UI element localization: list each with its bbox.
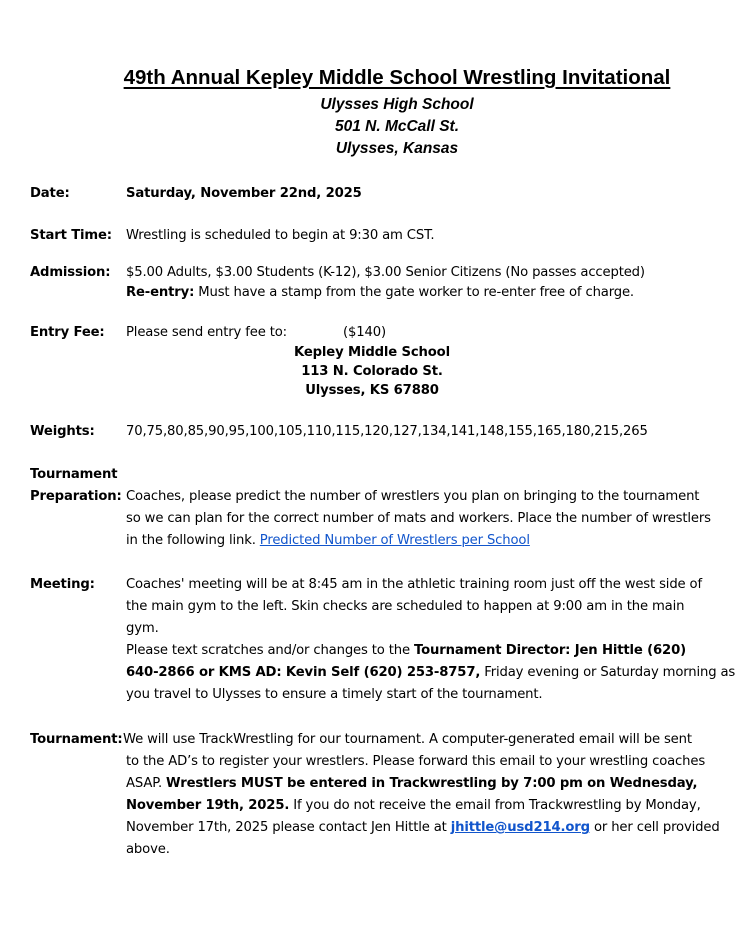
preparation-line3-text: in the following link. (126, 533, 260, 548)
meeting-line6: you travel to Ulysses to ensure a timely start of the tournament. (126, 687, 543, 702)
meeting-line3: gym. (126, 621, 159, 636)
preparation-label-line1: Tournament (30, 467, 118, 482)
venue-street: 501 N. McCall St. (334, 118, 460, 135)
admission-label: Admission: (30, 265, 111, 280)
meeting-line4 (126, 640, 686, 662)
date-value: Saturday, November 22nd, 2025 (126, 186, 362, 201)
preparation-line3 (126, 530, 530, 552)
meeting-line5-text: Friday evening or Saturday morning as (480, 665, 736, 680)
tournament-line3 (126, 773, 697, 795)
tournament-line6: above. (126, 842, 170, 857)
reentry-line (126, 282, 634, 304)
page-title: 49th Annual Kepley Middle School Wrestling Invitational (123, 66, 671, 89)
meeting-contact-director: Tournament Director: Jen Hittle (620) (413, 643, 686, 658)
meeting-contact-ad: 640-2866 or KMS AD: Kevin Self (620) 253-8757, (126, 665, 481, 680)
email-link[interactable]: jhittle@usd214.org (450, 820, 590, 835)
weights-label: Weights: (30, 424, 95, 439)
reentry-text: Must have a stamp from the gate worker to re-enter free of charge. (194, 285, 634, 300)
address-street: 113 N. Colorado St. (301, 364, 443, 379)
meeting-line4-text: Please text scratches and/or changes to the (126, 643, 414, 658)
address-city: Ulysses, KS 67880 (305, 383, 439, 398)
tournament-line2: to the AD’s to register your wrestlers. Please forward this email to your wrestling coaches (126, 754, 706, 769)
entry-fee-amount: ($140) (343, 325, 386, 340)
tournament-line5-text: November 17th, 2025 please contact Jen Hittle at (126, 820, 451, 835)
meeting-label: Meeting: (30, 577, 95, 592)
tournament-line3-text: ASAP. (126, 776, 167, 791)
venue-name: Ulysses High School (320, 96, 474, 113)
meeting-line1: Coaches' meeting will be at 8:45 am in the athletic training room just off the west side of (126, 577, 702, 592)
start-time-label: Start Time: (30, 228, 112, 243)
meeting-line2: the main gym to the left. Skin checks are scheduled to happen at 9:00 am in the main (126, 599, 685, 614)
date-label: Date: (30, 186, 70, 201)
tournament-line5-tail: or her cell provided (589, 820, 720, 835)
tournament-line4-text: If you do not receive the email from Trackwrestling by Monday, (289, 798, 701, 813)
venue-city: Ulysses, Kansas (335, 140, 459, 157)
reentry-label: Re-entry: (126, 285, 195, 300)
start-time-value: Wrestling is scheduled to begin at 9:30 am CST. (126, 228, 435, 243)
tournament-label: Tournament: (30, 732, 123, 747)
admission-prices: $5.00 Adults, $3.00 Students (K-12), $3.00 Senior Citizens (No passes accepted) (126, 265, 645, 280)
address-name: Kepley Middle School (294, 345, 450, 360)
weights-value: 70,75,80,85,90,95,100,105,110,115,120,127,134,141,148,155,165,180,215,265 (126, 424, 648, 439)
preparation-label-line2: Preparation: (30, 489, 122, 504)
meeting-line5 (126, 662, 735, 684)
tournament-line1: We will use TrackWrestling for our tournament. A computer-generated email will be sent (123, 732, 692, 747)
tournament-line5 (126, 817, 720, 839)
preparation-line1: Coaches, please predict the number of wrestlers you plan on bringing to the tournament (126, 489, 700, 504)
entry-fee-label: Entry Fee: (30, 325, 105, 340)
entry-fee-text: Please send entry fee to: (126, 325, 287, 340)
tournament-deadline: Wrestlers MUST be entered in Trackwrestling by 7:00 pm on Wednesday, (166, 776, 698, 791)
tournament-deadline-date: November 19th, 2025. (126, 798, 290, 813)
preparation-line2: so we can plan for the correct number of mats and workers. Place the number of wrestlers (126, 511, 711, 526)
predicted-wrestlers-link[interactable]: Predicted Number of Wrestlers per School (259, 533, 530, 548)
tournament-line4 (126, 795, 701, 817)
